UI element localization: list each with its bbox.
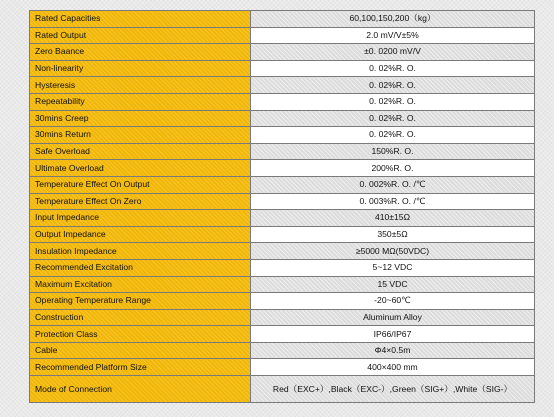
spec-row-cable bbox=[30, 342, 535, 359]
spec-row-input-impedance bbox=[30, 210, 535, 227]
spec-label: Rated Output bbox=[30, 27, 251, 44]
spec-value: 0. 02%R. O. bbox=[251, 110, 535, 127]
spec-label: 30mins Creep bbox=[30, 110, 251, 127]
spec-row-repeatability bbox=[30, 93, 535, 110]
spec-label: Construction bbox=[30, 309, 251, 326]
spec-row-rated-output bbox=[30, 27, 535, 44]
spec-value: 5~12 VDC bbox=[251, 259, 535, 276]
spec-row-creep bbox=[30, 110, 535, 127]
spec-label: Insulation Impedance bbox=[30, 243, 251, 260]
spec-row-operating-temperature bbox=[30, 293, 535, 310]
spec-row-zero-balance bbox=[30, 44, 535, 61]
spec-row-recommended-excitation bbox=[30, 259, 535, 276]
spec-label: Recommended Excitation bbox=[30, 259, 251, 276]
spec-label: Protection Class bbox=[30, 326, 251, 343]
spec-value: Red（EXC+）,Black（EXC-）,Green（SIG+）,White（SIG-） bbox=[251, 376, 535, 403]
spec-row-output-impedance bbox=[30, 226, 535, 243]
spec-value: 0. 02%R. O. bbox=[251, 77, 535, 94]
spec-label: Hysteresis bbox=[30, 77, 251, 94]
spec-value: 0. 003%R. O. /℃ bbox=[251, 193, 535, 210]
spec-value: 410±15Ω bbox=[251, 210, 535, 227]
spec-label: Temperature Effect On Output bbox=[30, 176, 251, 193]
spec-row-maximum-excitation bbox=[30, 276, 535, 293]
spec-value: ±0. 0200 mV/V bbox=[251, 44, 535, 61]
spec-row-mode-of-connection bbox=[30, 376, 535, 403]
spec-label: Maximum Excitation bbox=[30, 276, 251, 293]
spec-label: Repeatability bbox=[30, 93, 251, 110]
spec-value: 0. 02%R. O. bbox=[251, 127, 535, 144]
spec-row-return bbox=[30, 127, 535, 144]
spec-row-ultimate-overload bbox=[30, 160, 535, 177]
spec-row-temp-effect-zero bbox=[30, 193, 535, 210]
spec-label: Temperature Effect On Zero bbox=[30, 193, 251, 210]
spec-label: Ultimate Overload bbox=[30, 160, 251, 177]
spec-label: Input Impedance bbox=[30, 210, 251, 227]
spec-label: Cable bbox=[30, 342, 251, 359]
spec-value: 400×400 mm bbox=[251, 359, 535, 376]
spec-row-protection-class bbox=[30, 326, 535, 343]
spec-value: 0. 02%R. O. bbox=[251, 60, 535, 77]
spec-label: Rated Capacities bbox=[30, 11, 251, 28]
spec-label: Safe Overload bbox=[30, 143, 251, 160]
spec-value: -20~60℃ bbox=[251, 293, 535, 310]
spec-value: 2.0 mV/V±5% bbox=[251, 27, 535, 44]
spec-row-insulation-impedance bbox=[30, 243, 535, 260]
spec-value: Φ4×0.5m bbox=[251, 342, 535, 359]
spec-row-safe-overload bbox=[30, 143, 535, 160]
spec-value: IP66/IP67 bbox=[251, 326, 535, 343]
spec-row-construction bbox=[30, 309, 535, 326]
spec-value: 150%R. O. bbox=[251, 143, 535, 160]
spec-label: Output Impedance bbox=[30, 226, 251, 243]
specification-table bbox=[29, 10, 535, 403]
spec-value: 15 VDC bbox=[251, 276, 535, 293]
spec-row-platform-size bbox=[30, 359, 535, 376]
spec-value: 0. 02%R. O. bbox=[251, 93, 535, 110]
spec-label: Recommended Platform Size bbox=[30, 359, 251, 376]
spec-row-rated-capacities bbox=[30, 11, 535, 28]
spec-value: ≥5000 MΩ(50VDC) bbox=[251, 243, 535, 260]
spec-row-non-linearity bbox=[30, 60, 535, 77]
spec-row-hysteresis bbox=[30, 77, 535, 94]
spec-label: 30mins Return bbox=[30, 127, 251, 144]
spec-row-temp-effect-output bbox=[30, 176, 535, 193]
specification-table-body bbox=[30, 11, 535, 403]
spec-value: 60,100,150,200（kg） bbox=[251, 11, 535, 28]
spec-value: Aluminum Alloy bbox=[251, 309, 535, 326]
spec-label: Non-linearity bbox=[30, 60, 251, 77]
spec-label: Zero Baance bbox=[30, 44, 251, 61]
spec-value: 0. 002%R. O. /℃ bbox=[251, 176, 535, 193]
spec-label: Mode of Connection bbox=[30, 376, 251, 403]
spec-value: 350±5Ω bbox=[251, 226, 535, 243]
spec-value: 200%R. O. bbox=[251, 160, 535, 177]
spec-label: Operating Temperature Range bbox=[30, 293, 251, 310]
